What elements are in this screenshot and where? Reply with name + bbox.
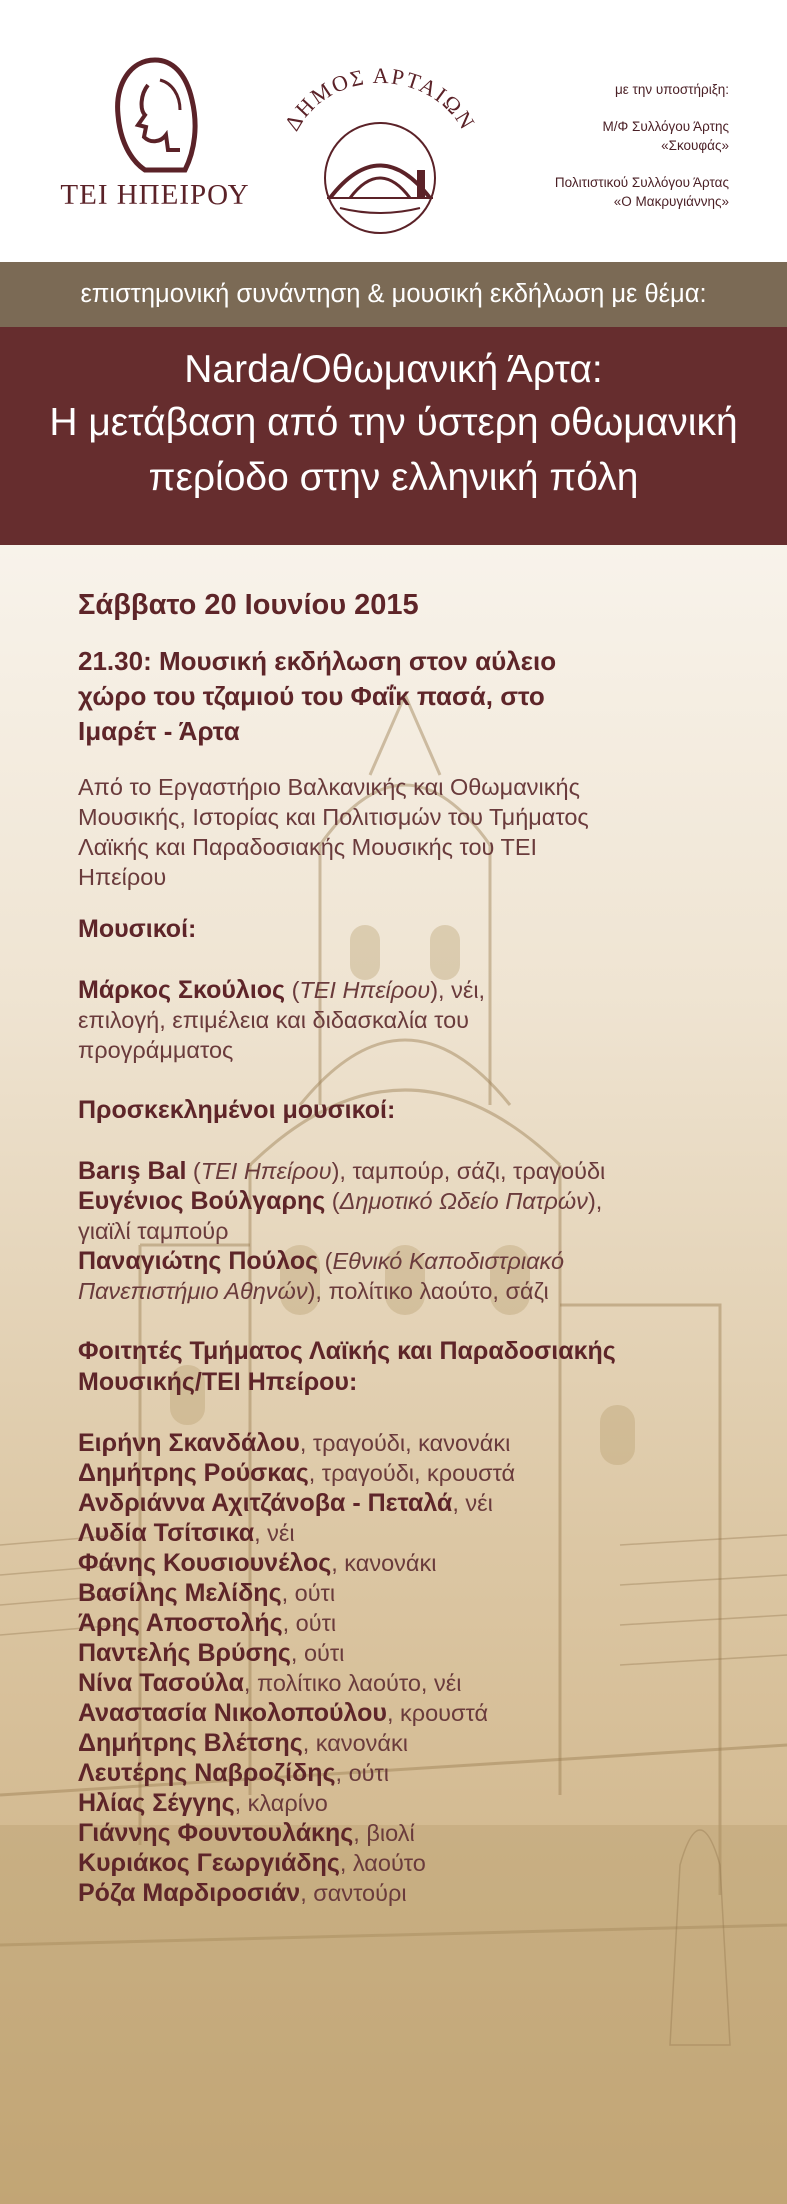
students-heading-line1: Φοιτητές Τμήματος Λαϊκής και Παραδοσιακής bbox=[78, 1337, 616, 1365]
organizer-line3: Λαϊκής και Παραδοσιακής Μουσικής του ΤΕΙ bbox=[78, 834, 538, 860]
guest-entry-2-cont: γιαϊλί ταμπούρ bbox=[78, 1218, 229, 1244]
student-name: Φάνης Κουσιουνέλος bbox=[78, 1549, 332, 1577]
guest-entry-3: Παναγιώτης Πούλος (Εθνικό Καποδιστριακό bbox=[78, 1247, 565, 1275]
list-item bbox=[78, 1578, 718, 1608]
guest-entry-1: Barış Bal (ΤΕΙ Ηπείρου), ταμπούρ, σάζι, τραγούδι bbox=[78, 1157, 606, 1185]
list-item bbox=[78, 1728, 718, 1758]
woman-profile-icon bbox=[100, 55, 210, 175]
student-name: Κυριάκος Γεωργιάδης bbox=[78, 1849, 340, 1877]
student-name: Παντελής Βρύσης bbox=[78, 1639, 291, 1667]
guest-name: Ευγένιος Βούλγαρης bbox=[78, 1187, 326, 1215]
musician-affiliation: ΤΕΙ Ηπείρου bbox=[299, 977, 431, 1003]
student-role: , σαντούρι bbox=[300, 1880, 407, 1906]
student-name: Νίνα Τασούλα bbox=[78, 1669, 244, 1697]
guest-affiliation: ΤΕΙ Ηπείρου bbox=[200, 1158, 332, 1184]
list-item bbox=[78, 1428, 718, 1458]
guests-heading: Προσκεκλημένοι μουσικοί: bbox=[78, 1096, 396, 1124]
student-role: , βιολί bbox=[353, 1820, 415, 1846]
guest-name: Barış Bal bbox=[78, 1157, 187, 1185]
guest-name: Παναγιώτης Πούλος bbox=[78, 1247, 319, 1275]
list-item bbox=[78, 1548, 718, 1578]
svg-text:ΔΗΜΟΣ ΑΡΤΑΙΩΝ bbox=[279, 63, 480, 135]
student-name: Ειρήνη Σκανδάλου bbox=[78, 1429, 300, 1457]
organizer-paragraph bbox=[78, 772, 718, 892]
musician-entry: Μάρκος Σκούλιος (ΤΕΙ Ηπείρου), νέι, bbox=[78, 976, 486, 1004]
event-line1: 21.30: Μουσική εκδήλωση στον αύλειο bbox=[78, 646, 557, 676]
student-name: Άρης Αποστολής bbox=[78, 1609, 283, 1637]
organizer-line1: Από το Εργαστήριο Βαλκανικής και Οθωμανικής bbox=[78, 774, 580, 800]
list-item bbox=[78, 1788, 718, 1818]
list-item bbox=[78, 1518, 718, 1548]
student-name: Ανδριάννα Αχιτζάνοβα - Πεταλά bbox=[78, 1489, 453, 1517]
support-org2-line2: «Ο Μακρυγιάννης» bbox=[613, 194, 729, 209]
support-intro: με την υποστήριξη: bbox=[614, 82, 729, 97]
list-item bbox=[78, 1818, 718, 1848]
student-role: , ούτι bbox=[290, 1640, 345, 1666]
guest-affiliation: Εθνικό Καποδιστριακό bbox=[332, 1248, 565, 1274]
event-description bbox=[78, 644, 718, 749]
event-line3: Ιμαρέτ - Άρτα bbox=[78, 716, 240, 746]
header-area bbox=[0, 0, 787, 262]
guest-affiliation-cont: Πανεπιστήμιο Αθηνών bbox=[78, 1278, 308, 1304]
title-line1: Narda/Οθωμανική Άρτα: bbox=[184, 348, 603, 391]
title-band bbox=[0, 327, 787, 545]
guest-entry-3-cont bbox=[78, 1276, 718, 1306]
list-item bbox=[78, 1758, 718, 1788]
guest-entry-2: Ευγένιος Βούλγαρης (Δημοτικό Ωδείο Πατρών), bbox=[78, 1187, 603, 1215]
list-item bbox=[78, 1608, 718, 1638]
student-role: , ούτι bbox=[335, 1760, 390, 1786]
student-name: Ρόζα Μαρδιροσιάν bbox=[78, 1879, 301, 1907]
student-role: , τραγούδι, κρουστά bbox=[308, 1460, 516, 1486]
students-list bbox=[78, 1428, 718, 1908]
musician-role-line2: επιλογή, επιμέλεια και διδασκαλία του bbox=[78, 1007, 470, 1033]
list-item bbox=[78, 1458, 718, 1488]
musicians-heading: Μουσικοί: bbox=[78, 915, 197, 943]
bridge-icon bbox=[325, 123, 435, 233]
student-role: , τραγούδι, κανονάκι bbox=[299, 1430, 511, 1456]
student-name: Λευτέρης Ναβροζίδης bbox=[78, 1759, 336, 1787]
dimos-arc-text: ΔΗΜΟΣ ΑΡΤΑΙΩΝ bbox=[279, 62, 481, 135]
list-item bbox=[78, 1848, 718, 1878]
tei-logo bbox=[55, 55, 255, 235]
list-item bbox=[78, 1488, 718, 1518]
guest-role: ), πολίτικο λαούτο, σάζι bbox=[307, 1278, 549, 1304]
student-name: Γιάννης Φουντουλάκης bbox=[78, 1819, 354, 1847]
student-name: Λυδία Τσίτσικα bbox=[78, 1519, 255, 1547]
support-org1-line2: «Σκουφάς» bbox=[661, 138, 729, 153]
organizer-line2: Μουσικής, Ιστορίας και Πολιτισμών του Τμήματος bbox=[78, 804, 589, 830]
support-org1-line1: Μ/Φ Συλλόγου Άρτης bbox=[602, 119, 729, 134]
musician-role: ), νέι, bbox=[430, 977, 486, 1003]
student-role: , πολίτικο λαούτο, νέι bbox=[243, 1670, 462, 1696]
student-role: , κανονάκι bbox=[331, 1550, 437, 1576]
title-line3: περίοδο στην ελληνική πόλη bbox=[148, 456, 639, 499]
student-role: , νέι bbox=[452, 1490, 493, 1516]
guest-role: ), ταμπούρ, σάζι, τραγούδι bbox=[331, 1158, 606, 1184]
guest-role: ), bbox=[587, 1188, 603, 1214]
list-item bbox=[78, 1638, 718, 1668]
tei-name: ΤΕΙ ΗΠΕΙΡΟΥ bbox=[60, 179, 250, 211]
list-item bbox=[78, 1878, 718, 1908]
event-date: Σάββατο 20 Ιουνίου 2015 bbox=[78, 589, 419, 621]
musician-name: Μάρκος Σκούλιος bbox=[78, 976, 286, 1004]
subtitle-strip: επιστημονική συνάντηση & μουσική εκδήλωση με θέμα: bbox=[0, 262, 787, 327]
program-content bbox=[78, 586, 718, 1908]
student-role: , ούτι bbox=[281, 1580, 336, 1606]
guest-affiliation: Δημοτικό Ωδείο Πατρών bbox=[339, 1188, 588, 1214]
student-name: Ηλίας Σέγγης bbox=[78, 1789, 235, 1817]
musician-role-line3: προγράμματος bbox=[78, 1037, 234, 1063]
student-name: Αναστασία Νικολοπούλου bbox=[78, 1699, 387, 1727]
title-line2: Η μετάβαση από την ύστερη οθωμανική bbox=[49, 401, 738, 444]
student-role: , κανονάκι bbox=[302, 1730, 408, 1756]
support-block bbox=[459, 80, 729, 211]
student-role: , νέι bbox=[254, 1520, 295, 1546]
list-item bbox=[78, 1668, 718, 1698]
event-line2: χώρο του τζαμιού του Φαΐκ πασά, στο bbox=[78, 681, 545, 711]
student-role: , κρουστά bbox=[386, 1700, 489, 1726]
organizer-line4: Ηπείρου bbox=[78, 864, 167, 890]
student-name: Δημήτρης Βλέτσης bbox=[78, 1729, 303, 1757]
student-role: , λαούτο bbox=[339, 1850, 426, 1876]
student-role: , κλαρίνο bbox=[234, 1790, 328, 1816]
student-role: , ούτι bbox=[282, 1610, 337, 1636]
list-item bbox=[78, 1698, 718, 1728]
students-heading-line2: Μουσικής/ΤΕΙ Ηπείρου: bbox=[78, 1368, 358, 1396]
student-name: Βασίλης Μελίδης bbox=[78, 1579, 282, 1607]
support-org2-line1: Πολιτιστικού Συλλόγου Άρτας bbox=[554, 175, 729, 190]
student-name: Δημήτρης Ρούσκας bbox=[78, 1459, 309, 1487]
